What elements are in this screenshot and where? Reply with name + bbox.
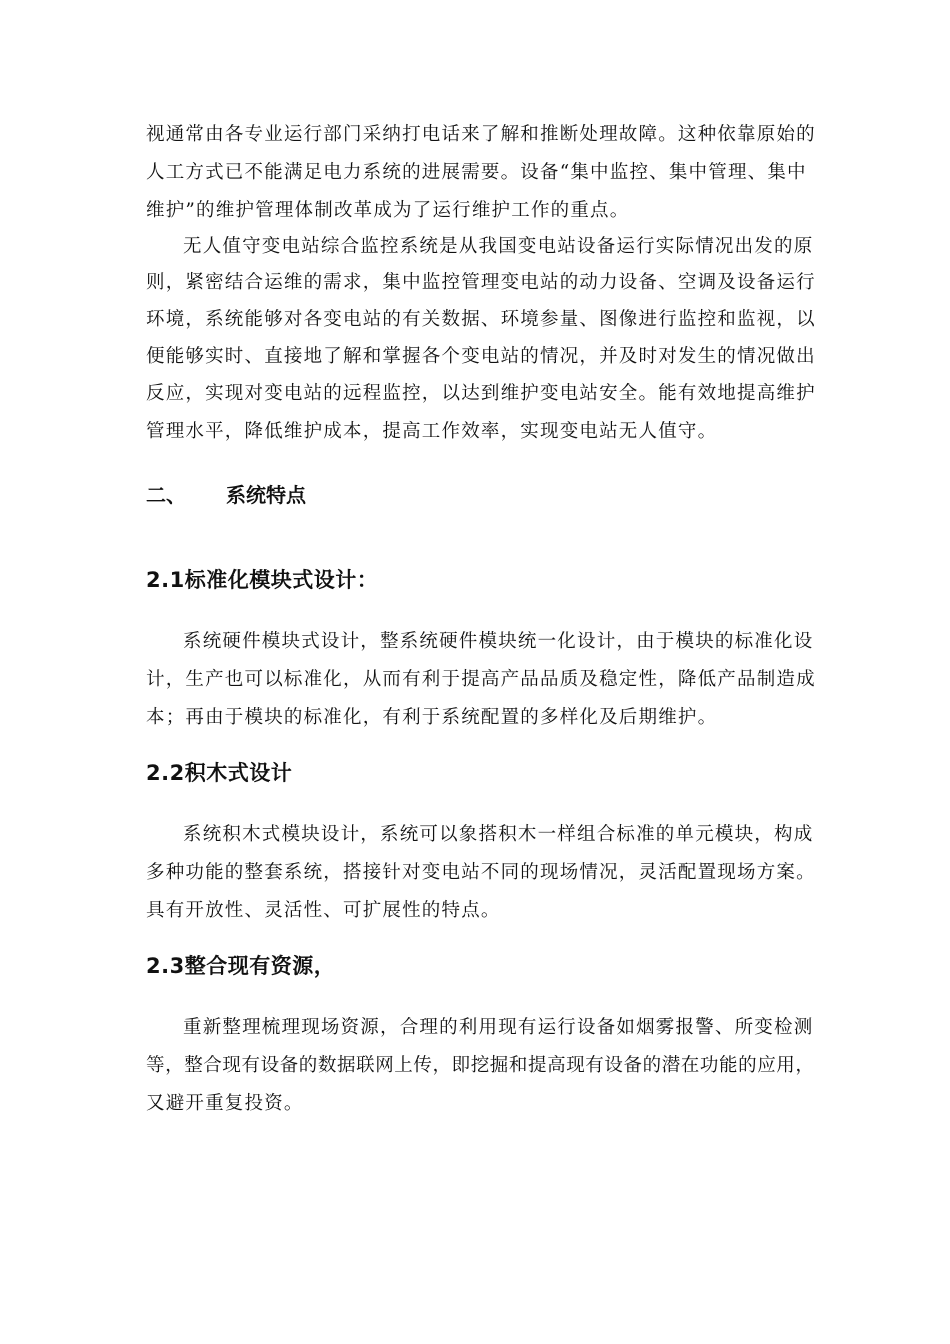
text-line: 视通常由各专业运行部门采纳打电话来了解和推断处理故障。这种依靠原始的 — [146, 124, 816, 145]
text-line: 多种功能的整套系统，搭接针对变电站不同的现场情况，灵活配置现场方案。 — [146, 862, 816, 883]
text-line: 计，生产也可以标准化，从而有利于提高产品品质及稳定性，降低产品制造成 — [146, 669, 816, 690]
text-line: 系统积木式模块设计，系统可以象搭积木一样组合标准的单元模块，构成 — [183, 824, 814, 845]
section-heading — [146, 482, 306, 508]
section-title: 系统特点 — [226, 483, 306, 507]
text-line: 具有开放性、灵活性、可扩展性的特点。 — [146, 900, 501, 921]
text-line: 无人值守变电站综合监控系统是从我国变电站设备运行实际情况出发的原 — [183, 236, 814, 257]
text-line: 反应，实现对变电站的远程监控，以达到维护变电站安全。能有效地提高维护 — [146, 383, 816, 404]
text-line: 维护”的维护管理体制改革成为了运行维护工作的重点。 — [146, 200, 630, 221]
text-line: 等，整合现有设备的数据联网上传，即挖掘和提高现有设备的潜在功能的应用， — [146, 1055, 815, 1076]
text-line: 则，紧密结合运维的需求，集中监控管理变电站的动力设备、空调及设备运行 — [146, 272, 816, 293]
text-line: 管理水平，降低维护成本，提高工作效率，实现变电站无人值守。 — [146, 421, 718, 442]
section-number: 二、 — [146, 483, 186, 507]
text-line: 系统硬件模块式设计，整系统硬件模块统一化设计，由于模块的标准化设 — [183, 631, 814, 652]
text-line: 环境，系统能够对各变电站的有关数据、环境参量、图像进行监控和监视，以 — [146, 309, 816, 330]
subsection-heading-2-1: 2.1标准化模块式设计： — [146, 568, 379, 592]
text-line: 人工方式已不能满足电力系统的进展需要。设备“集中监控、集中管理、集中 — [146, 162, 807, 183]
text-line: 又避开重复投资。 — [146, 1093, 304, 1114]
subsection-heading-2-2: 2.2积木式设计 — [146, 761, 293, 785]
subsection-heading-2-3: 2.3整合现有资源， — [146, 954, 336, 978]
text-line: 本；再由于模块的标准化，有利于系统配置的多样化及后期维护。 — [146, 707, 718, 728]
text-line: 便能够实时、直接地了解和掌握各个变电站的情况，并及时对发生的情况做出 — [146, 346, 816, 367]
text-line: 重新整理梳理现场资源，合理的利用现有运行设备如烟雾报警、所变检测 — [183, 1017, 814, 1038]
